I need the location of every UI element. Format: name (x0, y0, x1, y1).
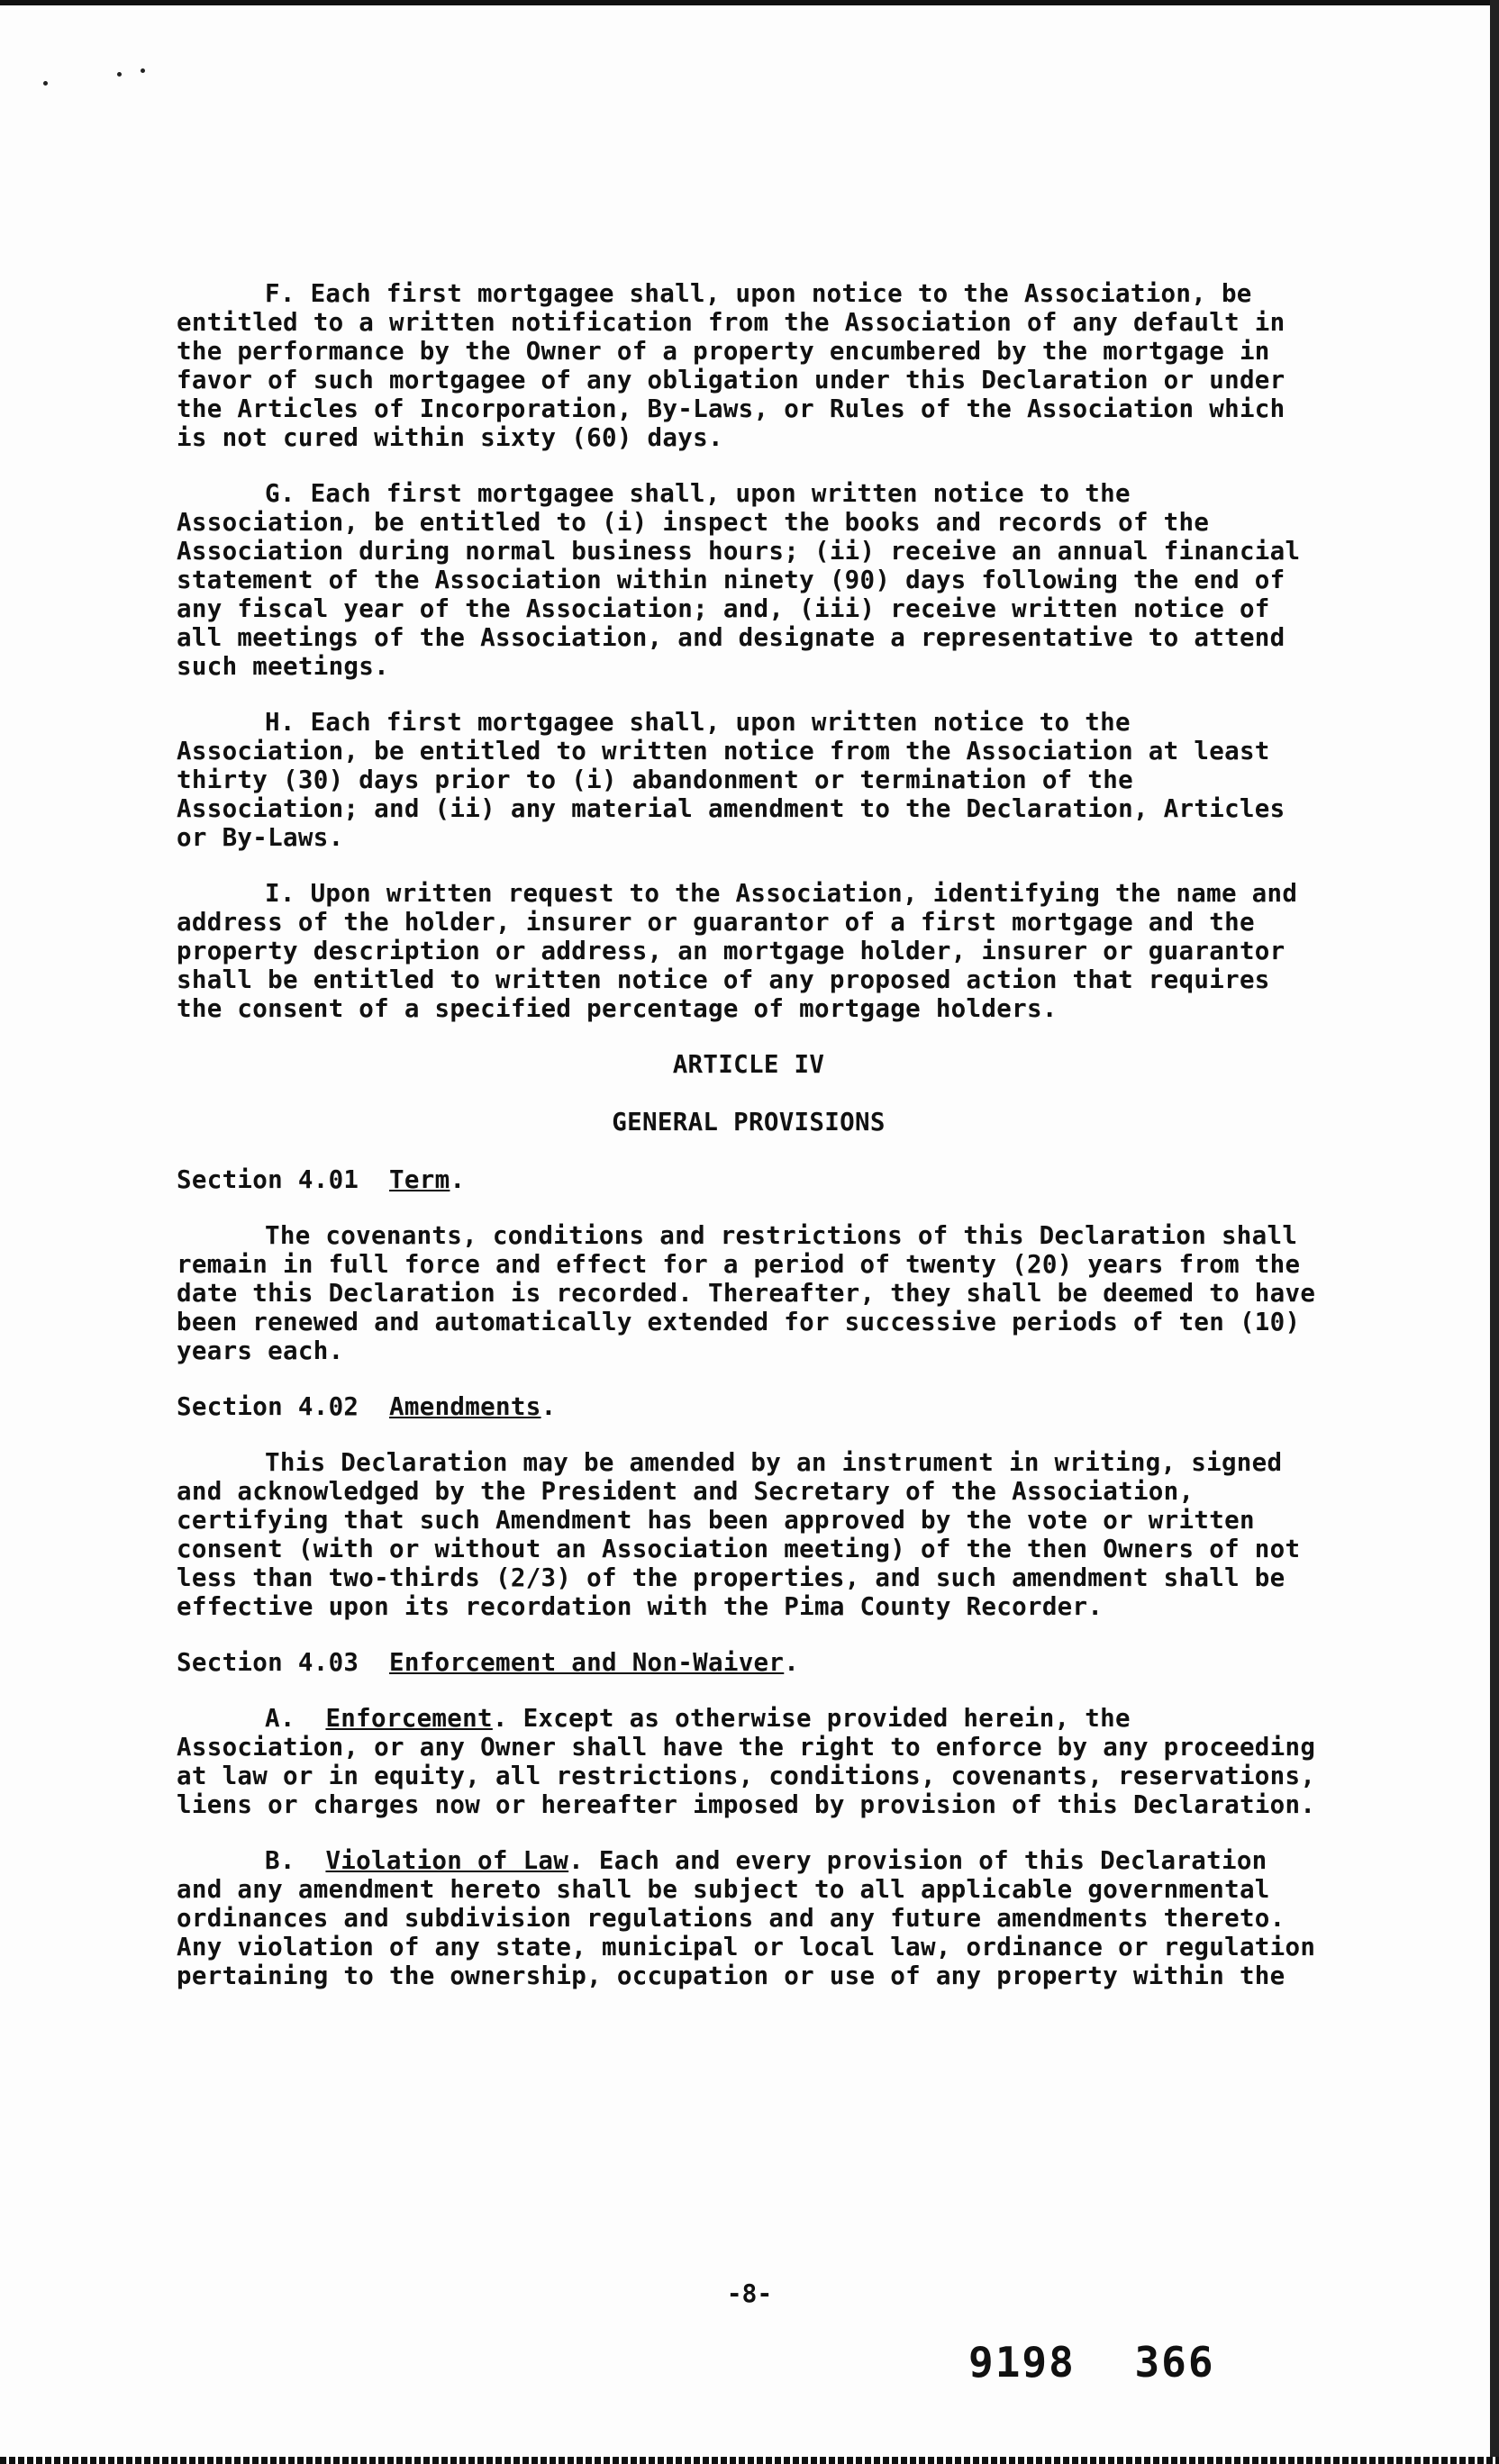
subsection-title: Enforcement (325, 1704, 493, 1733)
section-title: Term (389, 1165, 450, 1194)
subsection-text: . Each and every provision of this Declaration and any amendment hereto shall be subject to all applicable governmental ordinances and subdivision regulations and any future amendments thereto. Any violation of any state, municipal or local law, ordinance or regulation pertaining to the ownership, occupation or use of any property within the (177, 1846, 1316, 1990)
section-punct: . (784, 1648, 800, 1677)
section-4-02-text: This Declaration may be amended by an instrument in writing, signed and acknowledged by the President and Secretary of the Association, certifying that such Amendment has been approved by the vote or written consent (with or without an Association meeting) of the then Owners of not less than two-thirds (2/3) of the properties, and such amendment shall be effective upon its recordation with the Pima County Recorder. (177, 1448, 1301, 1621)
section-4-01-text: The covenants, conditions and restrictions of this Declaration shall remain in full force and effect for a period of twenty (20) years from the date this Declaration is recorded. Thereafter, they shall be deemed to have been renewed and automatically extended for successive periods of ten (10) years each. (177, 1221, 1316, 1365)
section-title: Amendments (389, 1392, 541, 1421)
section-prefix: Section 4.01 (177, 1165, 359, 1194)
scan-border-top (0, 0, 1499, 5)
page-number: -8- (726, 2278, 773, 2308)
section-punct: . (450, 1165, 466, 1194)
section-punct: . (541, 1392, 557, 1421)
subsection-b (177, 1846, 1321, 1990)
scan-speck (117, 72, 122, 77)
document-body (177, 279, 1321, 2017)
subsection-label: B. (265, 1846, 295, 1875)
paragraph-h: H. Each first mortgagee shall, upon written notice to the Association, be entitled to written notice from the Association at least thirty (30) days prior to (i) abandonment or termination of the Association; and (ii) any material amendment to the Declaration, Articles or By-Laws. (177, 708, 1286, 852)
subsection-text: . Except as otherwise provided herein, the Association, or any Owner shall have the right to enforce by any proceeding at law or in equity, all restrictions, conditions, covenants, reservations, liens or charges now or hereafter imposed by provision of this Declaration. (177, 1704, 1316, 1819)
scan-border-right (1490, 0, 1499, 2464)
section-prefix: Section 4.02 (177, 1392, 359, 1421)
scan-speck (43, 81, 48, 86)
recording-stamp: 9198 366 (968, 2338, 1215, 2387)
subsection-title: Violation of Law (325, 1846, 569, 1875)
article-number: ARTICLE IV (672, 1050, 825, 1079)
paragraph-g: G. Each first mortgagee shall, upon written notice to the Association, be entitled to (i) inspect the books and records of the Association during normal business hours; (ii) receive an annual financial statement of the Association within ninety (90) days following the end of any fiscal year of the Association; and, (iii) receive written notice of all meetings of the Association, and designate a representative to attend such meetings. (177, 479, 1301, 681)
section-4-02-heading (177, 1392, 1321, 1421)
section-prefix: Section 4.03 (177, 1648, 359, 1677)
article-title: GENERAL PROVISIONS (612, 1108, 886, 1137)
section-4-01-heading (177, 1165, 1321, 1194)
subsection-label: A. (265, 1704, 295, 1733)
subsection-a (177, 1704, 1321, 1819)
section-title: Enforcement and Non-Waiver (389, 1648, 785, 1677)
paragraph-f: F. Each first mortgagee shall, upon notice to the Association, be entitled to a written notification from the Association of any default in the performance by the Owner of a property encumbered by the mortgage in favor of such mortgagee of any obligation under this Declaration or under the Articles of Incorporation, By-Laws, or Rules of the Association which is not cured within sixty (60) days. (177, 279, 1286, 452)
section-4-03-heading (177, 1648, 1321, 1677)
paragraph-i: I. Upon written request to the Association, identifying the name and address of the holder, insurer or guarantor of a first mortgage and the property description or address, an mortgage holder, insurer or guarantor shall be entitled to written notice of any proposed action that requires the consent of a specified percentage of mortgage holders. (177, 879, 1298, 1023)
scan-speck (141, 68, 145, 73)
scan-border-bottom (0, 2457, 1499, 2464)
